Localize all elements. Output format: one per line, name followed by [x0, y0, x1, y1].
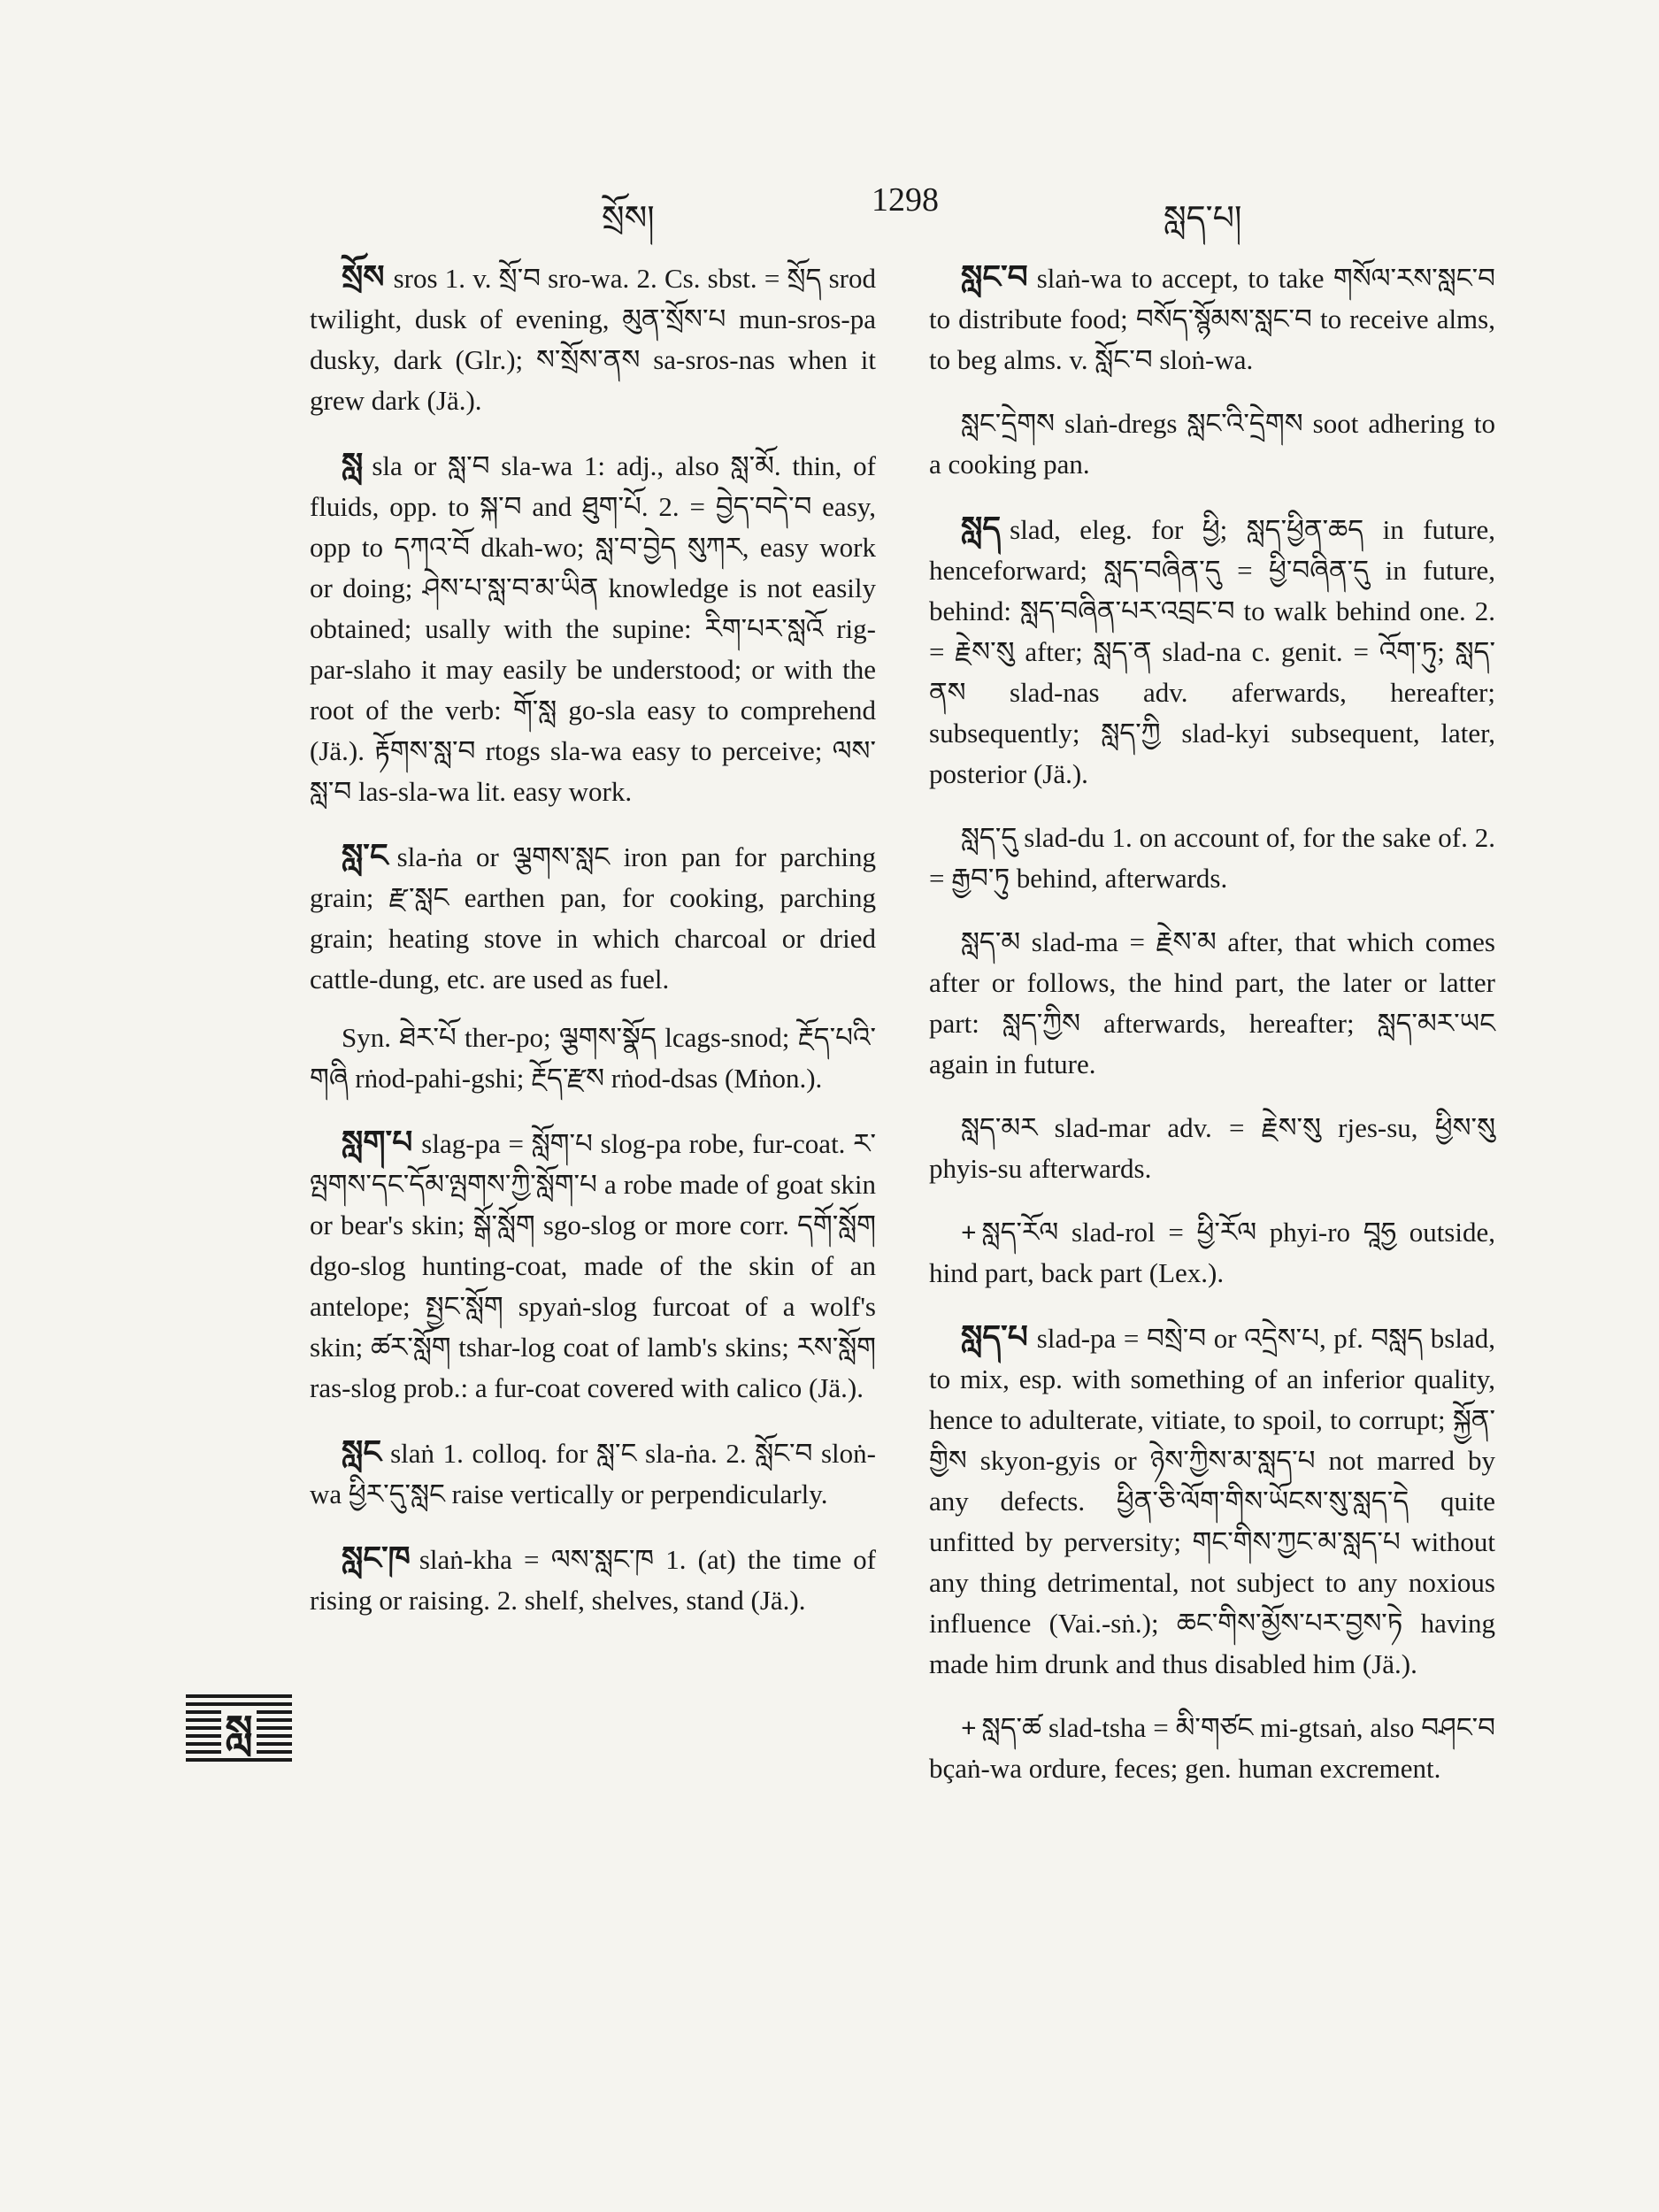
- dictionary-entry: [310, 444, 876, 812]
- entry-headword: སླ: [342, 447, 364, 482]
- dictionary-entry: [310, 1538, 876, 1621]
- right-column: [929, 257, 1495, 1812]
- entry-headword: སླང: [342, 1434, 382, 1470]
- entry-definition: slag-pa = སློག་པ slog-pa robe, fur-coat. ར་ལྤགས་དང་དོམ་ལྤགས་ཀྱི་སློག་པ a robe made of goat skin or bear's skin; སྒོ་སློག sgo-slog or more corr. དགོ་སློག dgo-slog hunting-coat, made of the skin of an antelope; སྤྱང་སློག spyaṅ-slog furcoat of a wolf's skin; ཚར་སློག tshar-log coat of lamb's skins; རས་སློག ras-slog prob.: a fur-coat covered with calico (Jä.).: [310, 1128, 876, 1403]
- synonym-list: [310, 1018, 876, 1099]
- entry-definition: slaṅ-kha = ལས་སླང་ཁ 1. (at) the time of rising or raising. 2. shelf, shelves, stand (Jä.).: [310, 1544, 876, 1616]
- entry-definition: sla-ṅa or ལྕགས་སླང iron pan for parching grain; རྫ་སླང earthen pan, for cooking, parching grain; heating stove in which charcoal or dried cattle-dung, etc. are used as fuel.: [310, 841, 876, 995]
- thumb-index-tab: [186, 1694, 292, 1765]
- entry-definition: slaṅ 1. colloq. for སླ་ང sla-ṅa. 2. སློང་བ sloṅ-wa ཕྱིར་དུ་སླང raise vertically or perpendicularly.: [310, 1438, 876, 1509]
- entry-definition: sla or སླ་བ sla-wa 1: adj., also སླ་མོ. thin, of fluids, opp. to སྐ་བ and ཐུག་པོ. 2. = བྱེད་བདེ་བ easy, opp to དཀའ་བོ dkah-wo; སླ་བ་བྱེད སུཀར, easy work or doing; ཤེས་པ་སླ་བ་མ་ཡིན knowledge is not easily obtained; usally with the supine: རིག་པར་སླའོ rig-par-slaho it may easily be understood; or with the root of the verb: གོ་སླ go-sla easy to comprehend (Jä.). རྟོགས་སླ་བ rtogs sla-wa easy to perceive; ལས་སླ་བ las-sla-wa lit. easy work.: [310, 450, 876, 807]
- running-head-right: སླད་པ།: [1164, 198, 1242, 237]
- dictionary-subentry: [929, 922, 1495, 1085]
- dictionary-entry: [929, 257, 1495, 380]
- dictionary-entry: [310, 835, 876, 1000]
- dictionary-subentry: [929, 1212, 1495, 1294]
- entry-definition: སླད་མ slad-ma = རྗེས་མ after, that which comes after or follows, the hind part, the later or latter part: སླད་ཀྱིས afterwards, hereafter; སླད་མར་ཡང again in future.: [929, 926, 1495, 1079]
- entry-definition: སླད་རོལ slad-rol = ཕྱི་རོལ phyi-ro བཱཧྱ outside, hind part, back part (Lex.).: [929, 1217, 1495, 1288]
- entry-headword: སྲོས: [342, 259, 385, 295]
- entry-definition: slaṅ-wa to accept, to take གསོལ་རས་སླང་བ to distribute food; བསོད་སྙོམས་སླང་བ to receive alms, to beg alms. v. སློང་བ sloṅ-wa.: [929, 263, 1495, 375]
- dictionary-entry: [310, 1432, 876, 1515]
- dictionary-entry: [310, 257, 876, 421]
- entry-definition: slad, eleg. for ཕྱི; སླད་ཕྱིན་ཆད in future, henceforward; སླད་བཞིན་དུ = ཕྱི་བཞིན་དུ in future, behind: སླད་བཞིན་པར་འབྲང་བ to walk behind one. 2. = རྗེས་སུ after; སླད་ན slad-na c. genit. = འོག་ཏུ; སླད་ནས slad-nas adv. aferwards, hereafter; subsequently; སླད་ཀྱི slad-kyi subsequent, later, posterior (Jä.).: [929, 514, 1495, 789]
- entry-definition: སླད་དུ slad-du 1. on account of, for the sake of. 2. = རྒྱབ་ཏུ behind, afterwards.: [929, 822, 1495, 894]
- entry-definition: sros 1. v. སྲོ་བ sro-wa. 2. Cs. sbst. = སྲོད srod twilight, dusk of evening, མུན་སྲོས་པ mun-sros-pa dusky, dark (Glr.); ས་སྲོས་ནས sa-sros-nas when it grew dark (Jä.).: [310, 263, 876, 416]
- dictionary-subentry: [929, 1708, 1495, 1789]
- running-head-left: སྲོས།: [602, 198, 655, 237]
- dictionary-entry: [929, 1317, 1495, 1685]
- entry-headword: སླད: [961, 511, 1002, 546]
- dictionary-entry: [929, 508, 1495, 795]
- entry-headword: སླ་ང: [342, 838, 388, 873]
- entry-headword: སླང་བ: [961, 259, 1028, 295]
- dictionary-subentry: [929, 1108, 1495, 1189]
- entry-definition: slad-pa = བསྲེ་བ or འདྲེས་པ, pf. བསླད bslad, to mix, esp. with something of an inferior quality, hence to adulterate, vitiate, to spoil, to corrupt; སྐྱོན་གྱིས skyon-gyis or ཉེས་ཀྱིས་མ་སླད་པ not marred by any defects. ཕྱིན་ཅི་ལོག་གིས་ཡོངས་སུ་སླད་དེ quite unfitted by perversity; གང་གིས་ཀྱང་མ་སླད་པ without any thing detrimental, not subject to any noxious influence (Vai.-sṅ.); ཆང་གིས་མྱོས་པར་བྱས་ཏེ having made him drunk and thus disabled him (Jä.).: [929, 1323, 1495, 1679]
- dictionary-entry: [310, 1122, 876, 1409]
- dictionary-subentry: [929, 403, 1495, 485]
- entry-headword: སླག་པ: [342, 1125, 413, 1160]
- entry-definition: Syn. ཐེར་པོ ther-po; ལྕགས་སྣོད lcags-snod; རྔོད་པའི་གཞི rṅod-pahi-gshi; རྔོད་རྫས rṅod-dsas (Mṅon.).: [310, 1022, 876, 1094]
- page-header: [0, 180, 1659, 237]
- entry-definition: སླང་དྲེགས slaṅ-dregs སླང་འི་དྲེགས soot adhering to a cooking pan.: [929, 408, 1495, 480]
- addition-mark: +: [961, 1217, 977, 1248]
- thumb-index-letter: སླ: [221, 1706, 256, 1754]
- entry-headword: སླང་ཁ: [342, 1540, 411, 1576]
- dictionary-subentry: [929, 818, 1495, 899]
- entry-definition: སླད་ཚ slad-tsha = མི་གཙང mi-gtsaṅ, also བཤང་བ bçaṅ-wa ordure, feces; gen. human excrement.: [929, 1712, 1495, 1784]
- entry-definition: སླད་མར slad-mar adv. = རྗེས་སུ rjes-su, ཕྱིས་སུ phyis-su afterwards.: [929, 1112, 1495, 1184]
- entry-headword: སླད་པ: [961, 1319, 1028, 1355]
- addition-mark: +: [961, 1712, 977, 1743]
- left-column: [310, 257, 876, 1644]
- page-number: 1298: [872, 181, 939, 219]
